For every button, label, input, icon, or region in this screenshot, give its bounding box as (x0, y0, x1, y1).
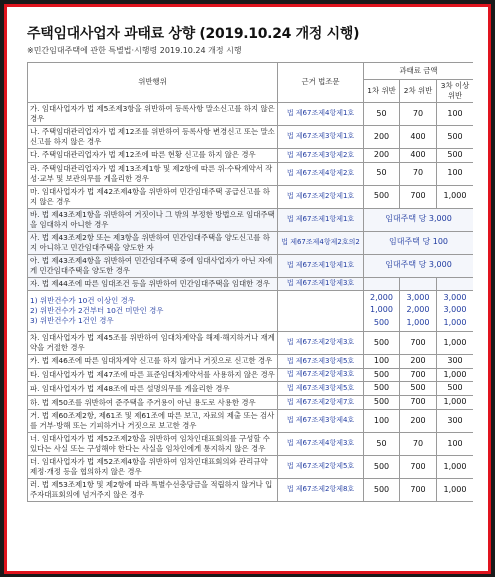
amount-v1: 500 (364, 478, 400, 501)
amount-v2: 400 (400, 148, 437, 162)
law-article: 법 제67조제2항제3호 (278, 368, 364, 382)
amount-v1: 500 (364, 456, 400, 479)
violation-text: 아. 법 제43조제4항을 위반하여 민간임대주택 중에 임대사업자가 아닌 자에게 민간임대주택을 양도한 경우 (28, 254, 278, 277)
table-row (28, 254, 474, 277)
table-row (28, 185, 474, 208)
law-article: 법 제67조제1항제1호 (278, 254, 364, 277)
law-article: 법 제67조제1항제3호 (278, 277, 364, 290)
header-law: 근거 법조문 (278, 63, 364, 103)
amount-v2: 700 (400, 456, 437, 479)
violation-text: 하. 법 제50조를 위반하여 준주택을 주거용이 아닌 용도로 사용한 경우 (28, 396, 278, 410)
amount-v1: 500 (364, 382, 400, 396)
document-title: 주택임대사업자 과태료 상향 (2019.10.24 개정 시행) (27, 26, 360, 42)
amount-v1: 100 (364, 354, 400, 368)
violation-text: 거. 법 제60조제2항, 제61조 및 제61조에 따른 보고, 자료의 제출 또는 검사를 거부·방해 또는 기피하거나 거짓으로 보고한 경우 (28, 410, 278, 433)
law-article: 법 제67조제3항제5호 (278, 354, 364, 368)
amount-v3: 1,000 (437, 396, 474, 410)
subitem-third (437, 290, 474, 331)
law-article: 법 제67조제3항제2호 (278, 148, 364, 162)
table-row (28, 231, 474, 254)
amount-v2: 700 (400, 368, 437, 382)
violation-text: 더. 임대사업자가 법 제52조제4항을 위반하여 임차인대표회의와 관리규약 제정·개정 등을 협의하지 않은 경우 (28, 456, 278, 479)
subitem-first (364, 290, 400, 331)
amount-v3 (437, 277, 474, 290)
law-article: 법 제67조제3항제5호 (278, 382, 364, 396)
red-frame (4, 4, 491, 574)
table-row (28, 162, 474, 185)
subitem-3-third: 1,000 (443, 318, 467, 328)
subitem-2-first: 1,000 (370, 305, 393, 315)
amount-v1: 500 (364, 185, 400, 208)
subitem-1-third: 3,000 (443, 292, 467, 302)
subitem-list (28, 290, 278, 331)
violation-text: 마. 임대사업자가 법 제42조제4항을 위반하여 민간임대주택 공급신고를 하지 않은 경우 (28, 185, 278, 208)
merged-amount: 임대주택 당 3,000 (364, 208, 474, 231)
law-article: 법 제67조제2항제1호 (278, 185, 364, 208)
merged-amount: 임대주택 당 100 (364, 231, 474, 254)
amount-v3: 100 (437, 102, 474, 125)
table-row (28, 125, 474, 148)
violation-text: 바. 법 제43조제1항을 위반하여 거짓이나 그 밖의 부정한 방법으로 임대주택을 임대하지 아니한 경우 (28, 208, 278, 231)
law-article: 법 제67조제2항제3호 (278, 331, 364, 354)
subitem-3: 3) 위반건수가 1건인 경우 (30, 315, 114, 325)
table-row (28, 478, 474, 501)
header-first: 1차 위반 (364, 80, 400, 103)
amount-v3: 300 (437, 410, 474, 433)
table-row (28, 102, 474, 125)
law-article: 법 제67조제2항제8호 (278, 478, 364, 501)
table-row (28, 368, 474, 382)
amount-v1: 500 (364, 331, 400, 354)
amount-v1: 50 (364, 433, 400, 456)
law-article: 법 제67조제3항제4호 (278, 410, 364, 433)
table-row (28, 433, 474, 456)
header-amount: 과태료 금액 (364, 63, 474, 80)
amount-v3: 500 (437, 382, 474, 396)
amount-v1: 50 (364, 102, 400, 125)
amount-v3: 1,000 (437, 478, 474, 501)
amount-v2: 700 (400, 331, 437, 354)
law-article: 법 제67조제1항제1호 (278, 208, 364, 231)
law-article: 법 제67조제3항제1호 (278, 125, 364, 148)
table-row (28, 382, 474, 396)
violation-text: 타. 임대사업자가 법 제47조에 따른 표준임대차계약서를 사용하지 않은 경우 (28, 368, 278, 382)
law-article: 법 제67조제4항제1호 (278, 102, 364, 125)
violation-text: 라. 주택임대관리업자가 법 제13조제1항 및 제2항에 따른 위·수탁계약서 작성·교부 및 보관의무를 게을리한 경우 (28, 162, 278, 185)
amount-v1: 50 (364, 162, 400, 185)
table-row (28, 208, 474, 231)
subitem-law-empty (278, 290, 364, 331)
amount-v2: 200 (400, 410, 437, 433)
amount-v2: 70 (400, 102, 437, 125)
subitem-3-second: 1,000 (406, 318, 430, 328)
violation-text: 러. 법 제53조제1항 및 제2항에 따라 특별수선충당금을 적립하지 않거나 입주자대표회의에 넘겨주지 않은 경우 (28, 478, 278, 501)
amount-v2 (400, 277, 437, 290)
table-row-subitems (28, 290, 474, 331)
amount-v3: 100 (437, 162, 474, 185)
subitem-second (400, 290, 437, 331)
header-third: 3차 이상 위반 (437, 80, 474, 103)
table-row (28, 354, 474, 368)
amount-v3: 300 (437, 354, 474, 368)
table-row (28, 331, 474, 354)
amount-v3: 1,000 (437, 456, 474, 479)
subitem-3-first: 500 (373, 318, 390, 328)
subitem-1: 1) 위반건수가 10건 이상인 경우 (30, 295, 135, 305)
amount-v1 (364, 277, 400, 290)
law-article: 법 제67조제4항제2호 (278, 162, 364, 185)
amount-v3: 500 (437, 125, 474, 148)
amount-v3: 500 (437, 148, 474, 162)
law-article: 법 제67조제4항제3호 (278, 433, 364, 456)
amount-v3: 1,000 (437, 368, 474, 382)
amount-v2: 70 (400, 162, 437, 185)
amount-v3: 1,000 (437, 185, 474, 208)
amount-v2: 400 (400, 125, 437, 148)
table-row (28, 277, 474, 290)
document-page (27, 17, 473, 565)
header-act: 위반행위 (28, 63, 278, 103)
amount-v2: 700 (400, 185, 437, 208)
amount-v2: 500 (400, 382, 437, 396)
amount-v1: 200 (364, 148, 400, 162)
subitem-2-third: 3,000 (443, 305, 467, 315)
law-article: 법 제67조제4항제2호의2 (278, 231, 364, 254)
penalty-table (27, 62, 473, 502)
violation-text: 차. 임대사업자가 법 제45조를 위반하여 임대차계약을 해제·해지하거나 재계약을 거절한 경우 (28, 331, 278, 354)
amount-v1: 200 (364, 125, 400, 148)
violation-text: 가. 임대사업자가 법 제5조제3항을 위반하여 등록사항 말소신고를 하지 않은 경우 (28, 102, 278, 125)
subitem-1-first: 2,000 (370, 292, 393, 302)
table-row (28, 396, 474, 410)
subitem-2-second: 2,000 (406, 305, 430, 315)
subitem-1-second: 3,000 (406, 292, 430, 302)
table-row (28, 410, 474, 433)
violation-text: 너. 임대사업자가 법 제52조제2항을 위반하여 임차인대표회의를 구성할 수 있다는 사실 또는 구성해야 한다는 사실을 임차인에게 통지하지 않은 경우 (28, 433, 278, 456)
amount-v2: 700 (400, 478, 437, 501)
violation-text: 자. 법 제44조에 따른 임대조건 등을 위반하여 민간임대주택을 임대한 경우 (28, 277, 278, 290)
table-row (28, 456, 474, 479)
amount-v3: 100 (437, 433, 474, 456)
law-article: 법 제67조제2항제5호 (278, 456, 364, 479)
header-second: 2차 위반 (400, 80, 437, 103)
law-article: 법 제67조제2항제7호 (278, 396, 364, 410)
violation-text: 다. 주택임대관리업자가 법 제12조에 따른 현황 신고를 하지 않은 경우 (28, 148, 278, 162)
violation-text: 카. 법 제46조에 따른 임대차계약 신고를 하지 않거나 거짓으로 신고한 경우 (28, 354, 278, 368)
table-row (28, 148, 474, 162)
violation-text: 나. 주택임대관리업자가 법 제12조를 위반하여 등록사항 변경신고 또는 말소신고를 하지 않은 경우 (28, 125, 278, 148)
amount-v1: 100 (364, 410, 400, 433)
amount-v3: 1,000 (437, 331, 474, 354)
amount-v1: 500 (364, 368, 400, 382)
amount-v2: 700 (400, 396, 437, 410)
violation-text: 사. 법 제43조제2항 또는 제3항을 위반하여 민간임대주택을 양도신고를 하지 아니하고 민간임대주택을 양도한 자 (28, 231, 278, 254)
amount-v2: 70 (400, 433, 437, 456)
violation-text: 파. 임대사업자가 법 제48조에 따른 설명의무를 게을리한 경우 (28, 382, 278, 396)
subitem-2: 2) 위반건수가 2건부터 10건 미만인 경우 (30, 305, 164, 315)
document-subtitle: ※민간임대주택에 관한 특별법·시행령 2019.10.24 개정 시행 (27, 46, 242, 55)
amount-v2: 200 (400, 354, 437, 368)
merged-amount: 임대주택 당 3,000 (364, 254, 474, 277)
amount-v1: 500 (364, 396, 400, 410)
